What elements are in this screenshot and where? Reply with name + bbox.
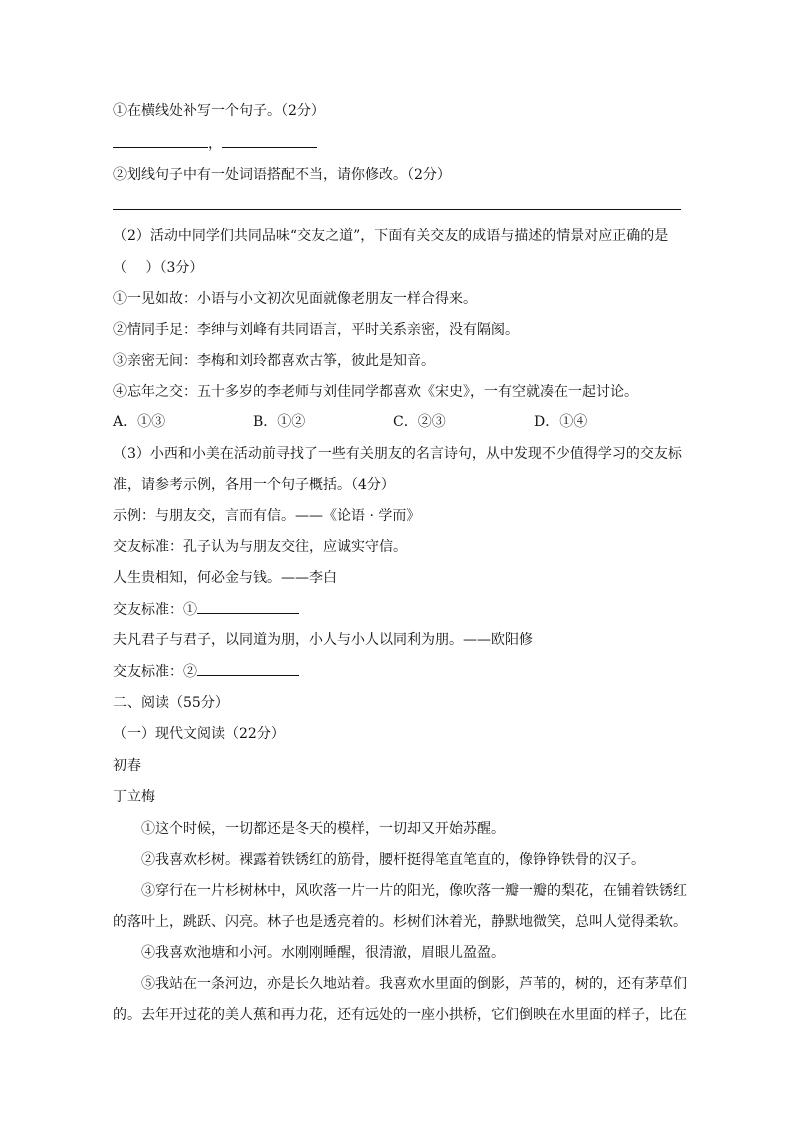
standard-label-1: 交友标准：①: [113, 602, 197, 618]
paragraph-2: ②我喜欢杉树。裸露着铁锈红的筋骨，腰杆挺得笔直笔直的，像铮铮铁骨的汉子。: [141, 852, 645, 868]
paragraph-5-cont: 的。去年开过花的美人蕉和再力花，还有远处的一座小拱桥，它们倒映在水里面的样子，比在: [113, 1007, 687, 1023]
example-quote: 示例：与朋友交，言而有信。——《论语 · 学而》: [113, 508, 421, 524]
article-author: 丁立梅: [113, 789, 155, 805]
question-2-instruction: ②划线句子中有一处词语搭配不当，请你修改。（2分）: [113, 167, 451, 183]
option-b[interactable]: B．①②: [253, 414, 306, 430]
answer-blank[interactable]: [222, 133, 317, 148]
idiom-item-4: ④忘年之交：五十多岁的李老师与刘佳同学都喜欢《宋史》，一有空就凑在一起讨论。: [113, 384, 638, 400]
question-3-stem: （3）小西和小美在活动前寻找了一些有关朋友的名言诗句，从中发现不少值得学习的交友标: [113, 446, 682, 462]
paragraph-5: ⑤我站在一条河边，亦是长久地站着。我喜欢水里面的倒影，芦苇的，树的，还有茅草们: [141, 976, 687, 992]
paragraph-3: ③穿行在一片杉树林中，风吹落一片一片的阳光，像吹落一瓣一瓣的梨花，在铺着铁锈红: [141, 883, 687, 899]
question-2-stem: （2）活动中同学们共同品味“交友之道”，下面有关交友的成语与描述的情景对应正确的是: [113, 228, 669, 244]
answer-rule[interactable]: [113, 209, 681, 210]
option-a[interactable]: A．①③: [113, 414, 166, 430]
quote-ouyang-xiu: 夫凡君子与君子，以同道为朋，小人与小人以同利为朋。——欧阳修: [113, 632, 533, 648]
option-d[interactable]: D．①④: [534, 414, 588, 430]
question-1-instruction: ①在横线处补写一个句子。（2分）: [113, 103, 325, 119]
standard-answer-2: [113, 661, 299, 682]
section-heading-reading: 二、阅读（55分）: [113, 695, 229, 711]
example-standard: 交友标准：孔子认为与朋友交往，应诚实守信。: [113, 539, 407, 555]
standard-label-2: 交友标准：②: [113, 664, 197, 680]
question-2-bracket: （ ）（3分）: [113, 260, 204, 276]
question-3-stem-cont: 准，请参考示例，各用一个句子概括。（4分）: [113, 477, 395, 493]
paragraph-1: ①这个时候，一切都还是冬天的模样，一切却又开始苏醒。: [141, 821, 505, 837]
answer-blank[interactable]: [197, 599, 299, 614]
idiom-item-2: ②情同手足：李绅与刘峰有共同语言，平时关系亲密，没有隔阂。: [113, 322, 519, 338]
comma-separator: ，: [208, 136, 222, 152]
paragraph-3-cont: 的落叶上，跳跃、闪亮。林子也是透亮着的。杉树们沐着光，静默地微笑，总叫人觉得柔软。: [113, 914, 687, 930]
idiom-item-1: ①一见如故：小语与小文初次见面就像老朋友一样合得来。: [113, 291, 477, 307]
idiom-item-3: ③亲密无间：李梅和刘玲都喜欢古筝，彼此是知音。: [113, 353, 435, 369]
standard-answer-1: [113, 599, 299, 620]
paragraph-4: ④我喜欢池塘和小河。水刚刚睡醒，很清澈，眉眼儿盈盈。: [141, 945, 505, 961]
article-title: 初春: [113, 758, 141, 774]
answer-blank[interactable]: [197, 661, 299, 676]
answer-blank-line: [113, 133, 317, 154]
subsection-heading-modern: （一）现代文阅读（22分）: [113, 726, 285, 742]
answer-blank[interactable]: [113, 133, 208, 148]
option-c[interactable]: C．②③: [393, 414, 446, 430]
quote-li-bai: 人生贵相知，何必金与钱。——李白: [113, 570, 337, 586]
